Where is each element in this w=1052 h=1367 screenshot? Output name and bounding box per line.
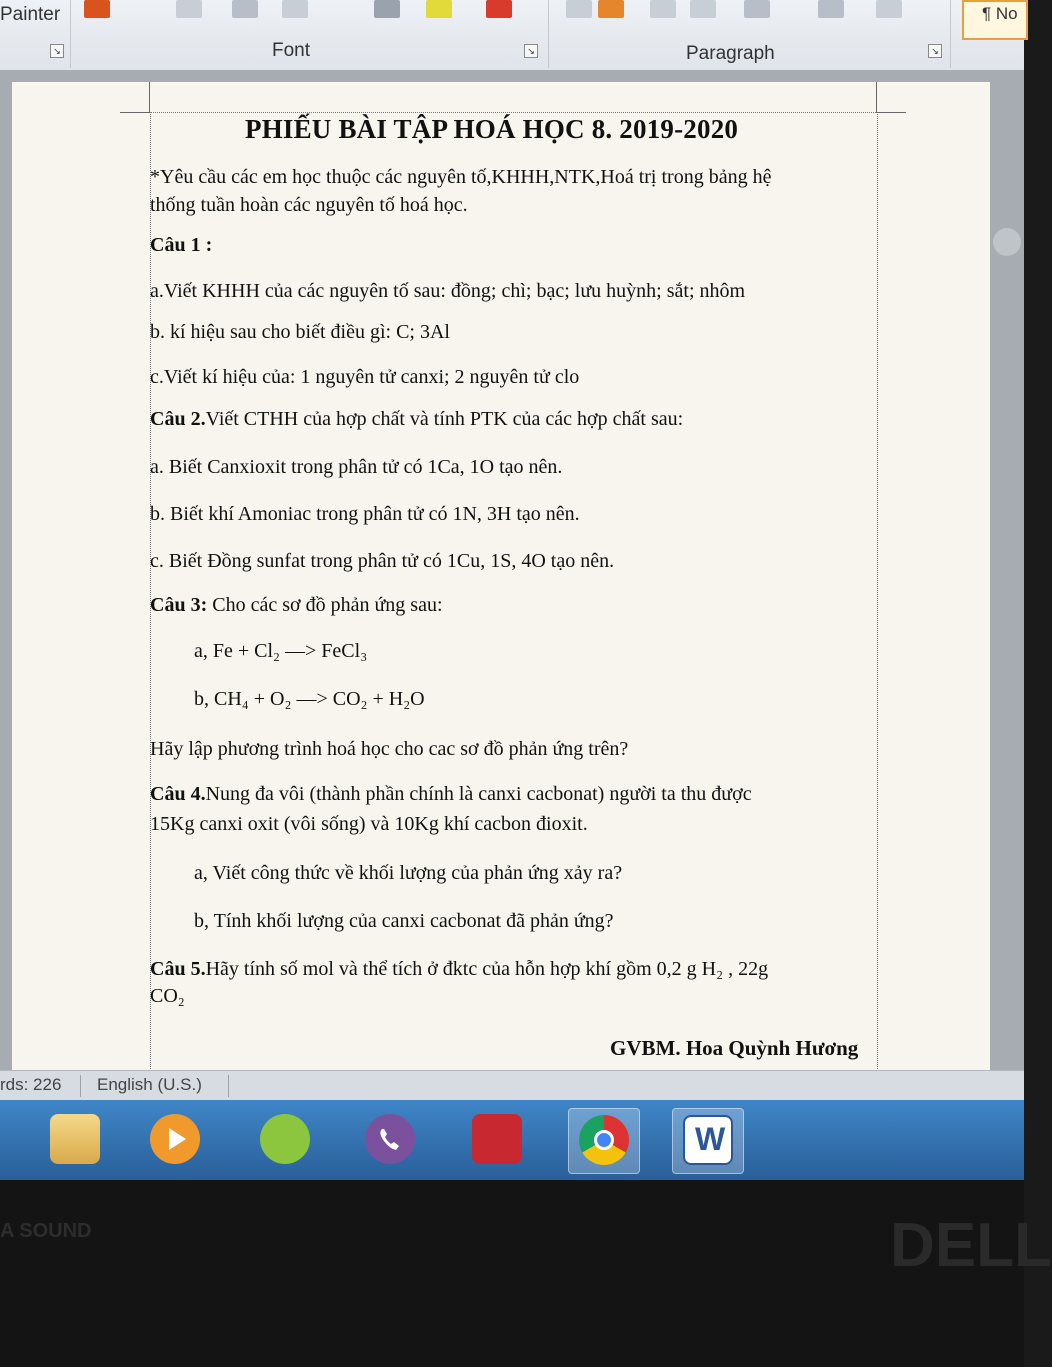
question-4 <box>150 783 752 806</box>
intro-line-2: thống tuần hoàn các nguyên tố hoá học. <box>150 194 468 216</box>
ribbon <box>0 0 1024 71</box>
normal-style-label: ¶ No <box>982 4 1018 23</box>
line-spacing-button[interactable] <box>744 0 770 18</box>
question-4b: b, Tính khối lượng của canxi cacbonat đã phản ứng? <box>194 910 614 932</box>
strikethrough-button[interactable] <box>232 0 258 18</box>
taskbar-chrome[interactable] <box>568 1108 640 1174</box>
swirl-icon <box>260 1114 310 1164</box>
paragraph-launcher-icon[interactable]: ↘ <box>928 44 942 58</box>
bold-button[interactable] <box>84 0 110 18</box>
phone-icon <box>365 1114 415 1164</box>
align-right-button[interactable] <box>650 0 676 18</box>
question-1c: c.Viết kí hiệu của: 1 nguyên tử canxi; 2 nguyên tử clo <box>150 366 580 388</box>
question-2b: b. Biết khí Amoniac trong phân tử có 1N, 3H tạo nên. <box>150 503 580 525</box>
taskbar-file-explorer[interactable] <box>40 1108 110 1172</box>
question-2c: c. Biết Đồng sunfat trong phân tử có 1Cu, 1S, 4O tạo nên. <box>150 550 615 572</box>
normal-style-button[interactable] <box>962 0 1028 40</box>
question-2-text: Viết CTHH của hợp chất và tính PTK của các hợp chất sau: <box>205 408 684 430</box>
justify-button[interactable] <box>690 0 716 18</box>
taskbar-green-app[interactable] <box>250 1108 320 1172</box>
question-4a: a, Viết công thức về khối lượng của phản ứng xảy ra? <box>194 862 623 884</box>
status-bar <box>0 1070 1024 1101</box>
question-1b: b. kí hiệu sau cho biết điều gì: C; 3Al <box>150 321 450 343</box>
shading-button[interactable] <box>818 0 844 18</box>
format-painter-label[interactable]: Painter <box>0 4 61 25</box>
status-separator <box>228 1075 229 1097</box>
question-3a: a, Fe + Cl₂ —> FeCl₃ <box>194 640 368 662</box>
font-launcher-icon[interactable]: ↘ <box>524 44 538 58</box>
borders-button[interactable] <box>876 0 902 18</box>
monitor-bezel <box>0 1180 1052 1367</box>
question-5-text-2: CO₂ <box>150 985 185 1007</box>
question-2 <box>150 408 683 431</box>
taskbar-viber[interactable] <box>355 1108 425 1172</box>
dell-logo: DELL <box>890 1211 1052 1280</box>
question-5 <box>150 958 768 981</box>
question-4-heading: Câu 4. <box>150 783 206 805</box>
center-button[interactable] <box>598 0 624 18</box>
word-letter-icon: W <box>695 1121 726 1157</box>
garena-icon <box>472 1114 522 1164</box>
folder-icon <box>50 1114 100 1164</box>
taskbar-garena[interactable] <box>462 1108 532 1172</box>
status-separator <box>80 1075 81 1097</box>
question-2-heading: Câu 2. <box>150 408 206 430</box>
question-5-heading: Câu 5. <box>150 958 206 980</box>
question-3-text: Cho các sơ đồ phản ứng sau: <box>207 594 443 616</box>
teacher-signature: GVBM. Hoa Quỳnh Hương <box>610 1036 859 1060</box>
crop-mark <box>149 82 150 112</box>
group-separator <box>548 0 549 68</box>
viber-icon <box>365 1114 415 1164</box>
font-group-label: Font <box>272 40 311 61</box>
crop-mark <box>120 112 150 113</box>
text-effects-button[interactable] <box>374 0 400 18</box>
question-5-text-1: Hãy tính số mol và thể tích ở đktc của hỗn hợp khí gồm 0,2 g H₂ , 22g <box>205 958 769 980</box>
subscript-button[interactable] <box>282 0 308 18</box>
question-3 <box>150 594 443 617</box>
play-icon <box>150 1114 200 1164</box>
question-3-heading: Câu 3: <box>150 594 208 616</box>
question-1a: a.Viết KHHH của các nguyên tố sau: đồng; chì; bạc; lưu huỳnh; sắt; nhôm <box>150 280 746 302</box>
language-indicator[interactable]: English (U.S.) <box>97 1075 202 1094</box>
paragraph-group-label: Paragraph <box>686 43 775 64</box>
taskbar <box>0 1100 1024 1180</box>
intro-line-1: *Yêu cầu các em học thuộc các nguyên tố,KHHH,NTK,Hoá trị trong bảng hệ <box>150 166 772 188</box>
group-separator <box>70 0 71 68</box>
group-separator <box>950 0 951 68</box>
bezel-audio-label: A SOUND <box>0 1220 92 1242</box>
taskbar-media-player[interactable] <box>140 1108 210 1172</box>
question-2a: a. Biết Canxioxit trong phân tử có 1Ca, 1O tạo nên. <box>150 456 563 478</box>
play-triangle-icon <box>150 1114 200 1164</box>
chrome-center-icon <box>594 1130 614 1150</box>
underline-button[interactable] <box>176 0 202 18</box>
scroll-knob[interactable] <box>993 228 1021 256</box>
word-icon <box>683 1115 733 1165</box>
align-left-button[interactable] <box>566 0 592 18</box>
chrome-icon <box>579 1115 629 1165</box>
crop-mark <box>876 112 906 113</box>
question-4-text-2: 15Kg canxi oxit (vôi sống) và 10Kg khí cacbon đioxit. <box>150 813 588 835</box>
question-3b: b, CH₄ + O₂ —> CO₂ + H₂O <box>194 688 425 710</box>
document-title: PHIẾU BÀI TẬP HOÁ HỌC 8. 2019-2020 <box>245 114 739 144</box>
crop-mark <box>876 82 877 112</box>
question-4-text-1: Nung đa vôi (thành phần chính là canxi cacbonat) người ta thu được <box>205 783 752 805</box>
clipboard-launcher-icon[interactable]: ↘ <box>50 44 64 58</box>
taskbar-word[interactable] <box>672 1108 744 1174</box>
font-color-button[interactable] <box>486 0 512 18</box>
question-3-ask: Hãy lập phương trình hoá học cho cac sơ đồ phản ứng trên? <box>150 738 629 760</box>
word-count[interactable]: rds: 226 <box>0 1075 62 1094</box>
highlight-color-button[interactable] <box>426 0 452 18</box>
question-1-heading: Câu 1 : <box>150 234 213 256</box>
